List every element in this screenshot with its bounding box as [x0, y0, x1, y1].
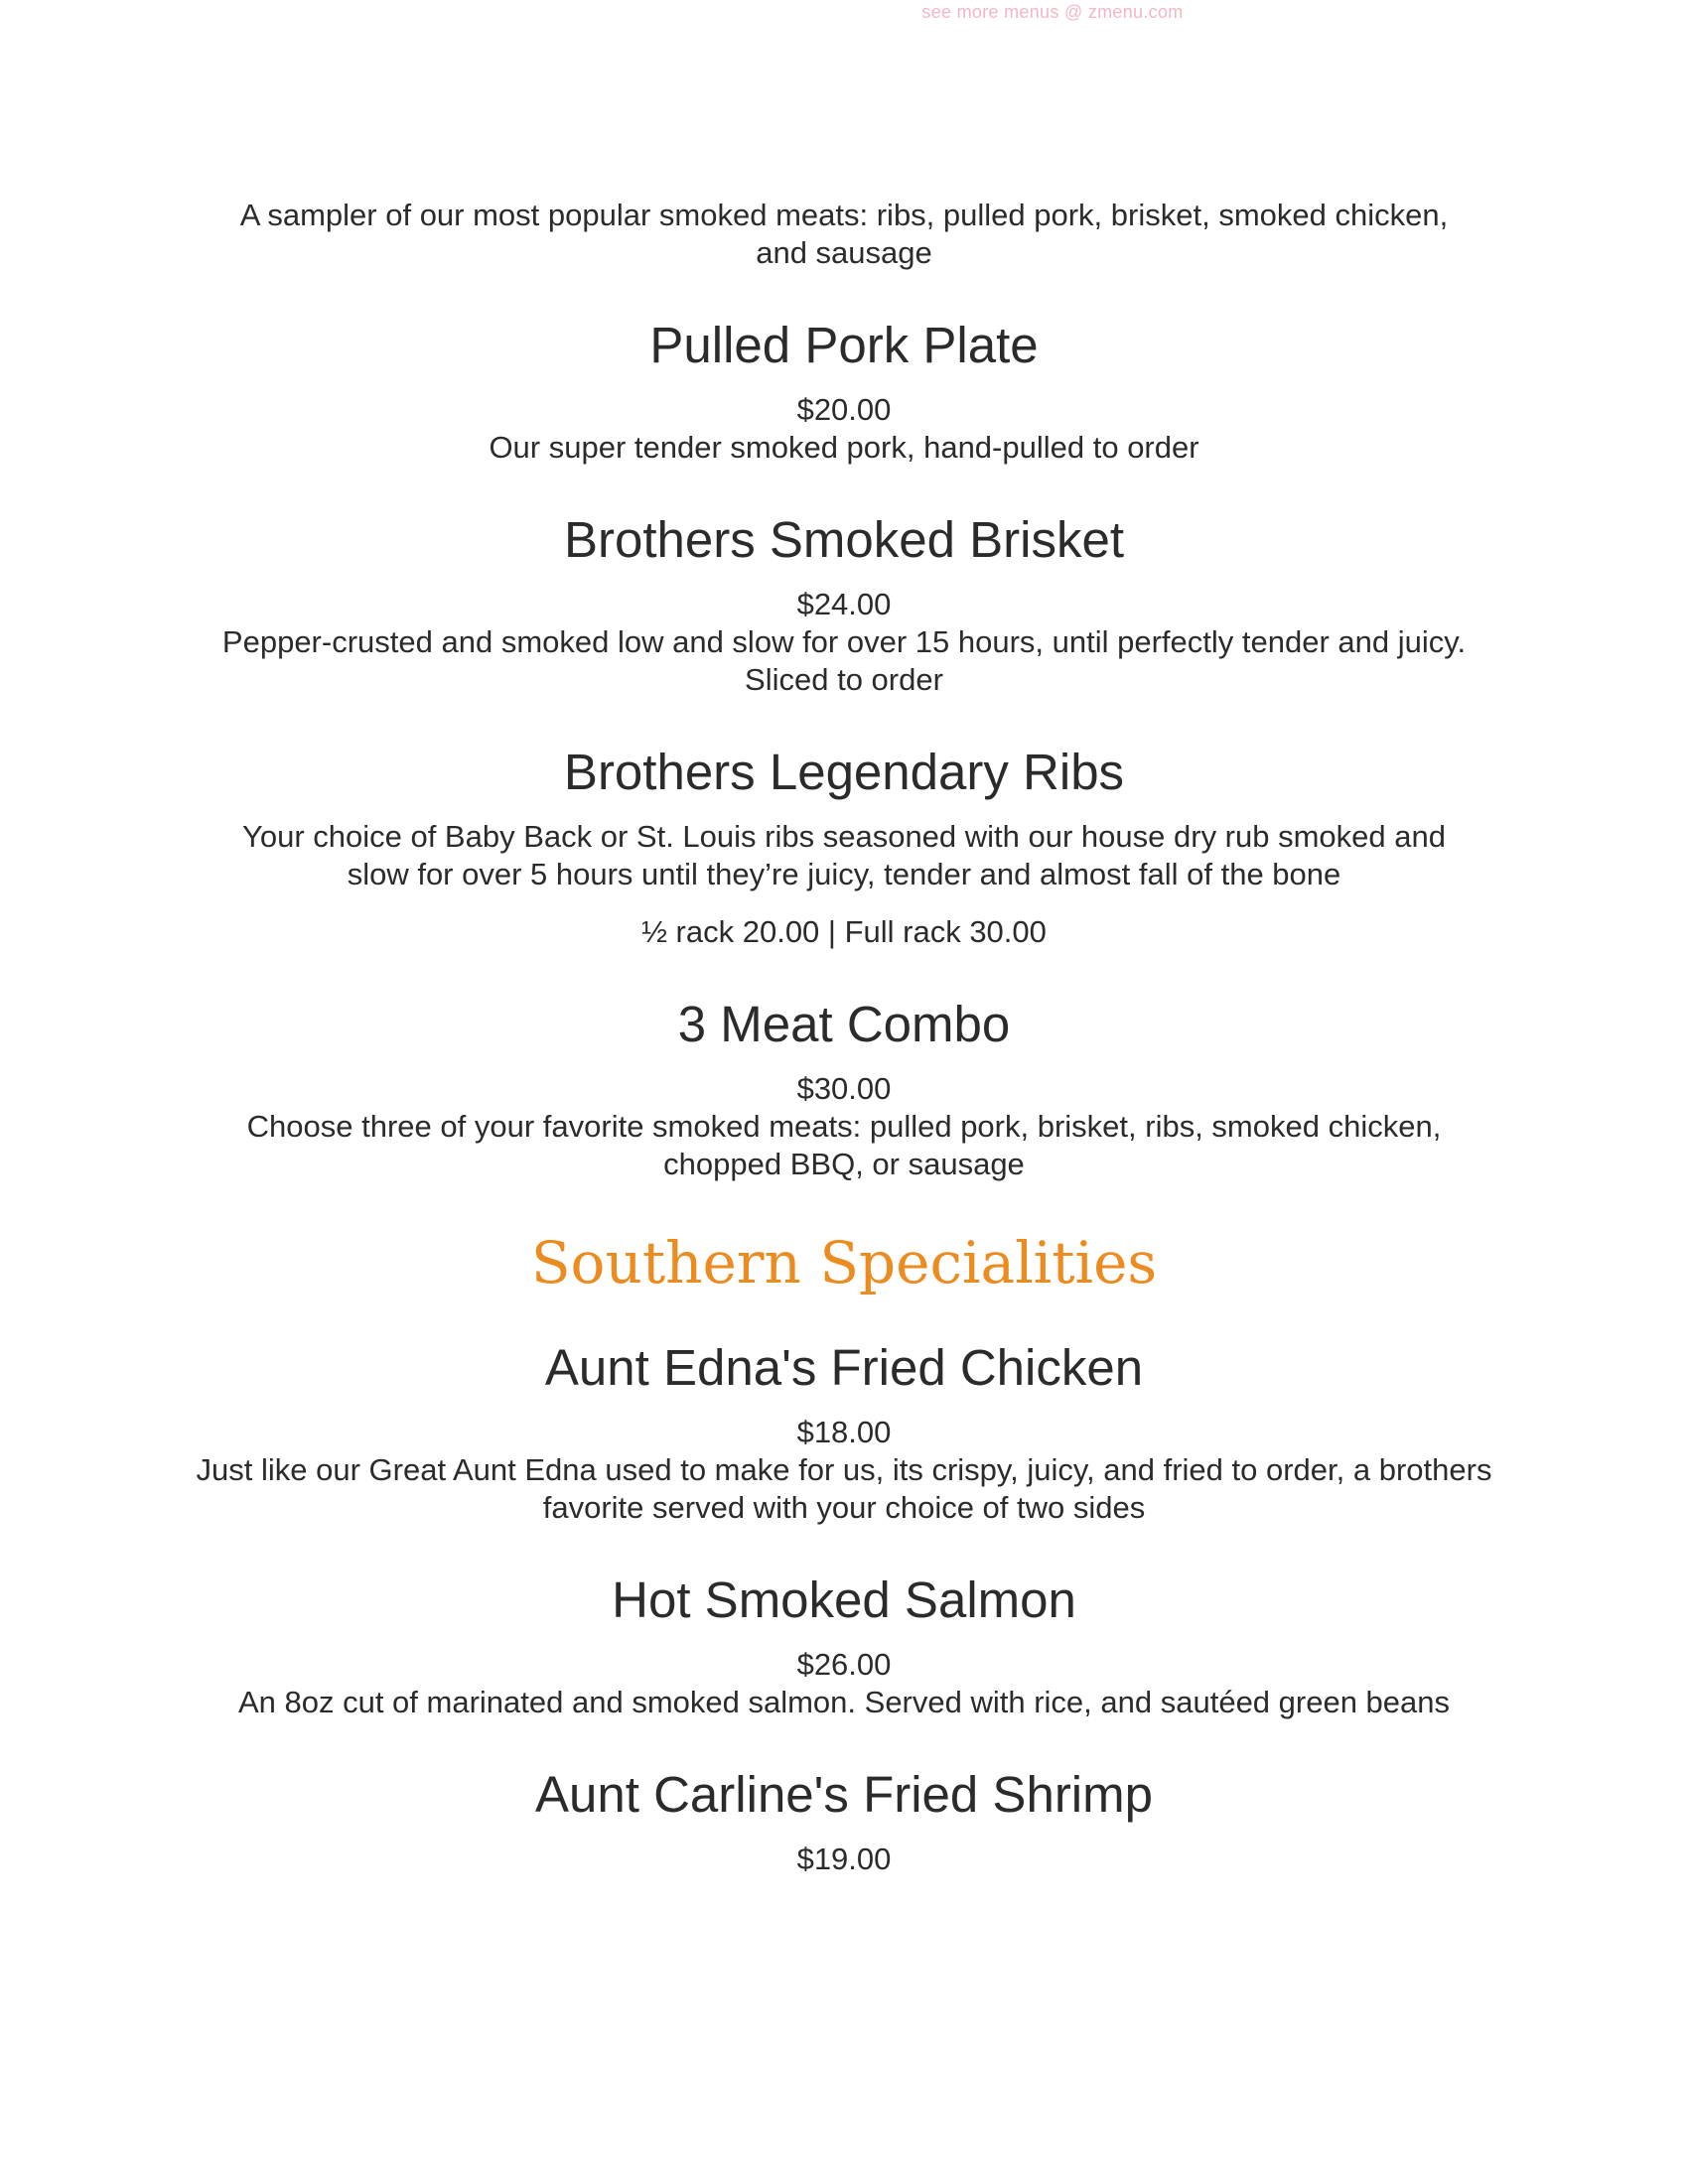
item-title: 3 Meat Combo: [677, 996, 1011, 1052]
item-price-options: ½ rack 20.00 | Full rack 30.00: [641, 914, 1047, 949]
sampler-description: A sampler of our most popular smoked meats: ribs, pulled pork, brisket, smoked chicken, and sausage: [239, 198, 1449, 270]
item-description: Pepper-crusted and smoked low and slow for over 15 hours, until perfectly tender and juicy. Sliced to order: [221, 624, 1467, 697]
menu-page: [179, 197, 1509, 1878]
item-title: Aunt Carline's Fried Shrimp: [535, 1766, 1153, 1823]
menu-item-pulled-pork: [179, 316, 1509, 467]
item-description: Just like our Great Aunt Edna used to make for us, its crispy, juicy, and fried to order, a brothers favorite served with your choice of two sides: [196, 1452, 1492, 1525]
menu-item-smoked-salmon: [179, 1570, 1509, 1721]
item-title: Aunt Edna's Fried Chicken: [544, 1339, 1144, 1396]
item-price: $19.00: [796, 1842, 892, 1876]
menu-item-ribs: [179, 743, 1509, 951]
item-price: $18.00: [796, 1415, 892, 1449]
item-description: Your choice of Baby Back or St. Louis ribs seasoned with our house dry rub smoked and slow for over 5 hours until they’re juicy, tender and almost fall of the bone: [242, 819, 1446, 891]
item-title: Hot Smoked Salmon: [612, 1571, 1076, 1628]
item-description: Choose three of your favorite smoked meats: pulled pork, brisket, ribs, smoked chicken, chopped BBQ, or sausage: [246, 1109, 1442, 1181]
menu-item-fried-chicken: [179, 1338, 1509, 1527]
item-price: $20.00: [796, 392, 892, 427]
item-title: Brothers Legendary Ribs: [563, 744, 1125, 800]
menu-item-brisket: [179, 510, 1509, 699]
item-description: An 8oz cut of marinated and smoked salmon. Served with rice, and sautéed green beans: [237, 1685, 1451, 1719]
item-description: Our super tender smoked pork, hand-pulled to order: [489, 430, 1199, 465]
watermark-link[interactable]: see more menus @ zmenu.com: [921, 2, 1184, 22]
item-title: Pulled Pork Plate: [649, 317, 1039, 373]
item-price: $30.00: [796, 1071, 892, 1106]
section-heading-southern-specialities: Southern Specialities: [530, 1229, 1158, 1297]
menu-item-fried-shrimp: [179, 1765, 1509, 1878]
item-price: $26.00: [796, 1647, 892, 1682]
menu-item-3-meat-combo: [179, 995, 1509, 1183]
item-price: $24.00: [796, 587, 892, 621]
item-title: Brothers Smoked Brisket: [563, 511, 1125, 568]
